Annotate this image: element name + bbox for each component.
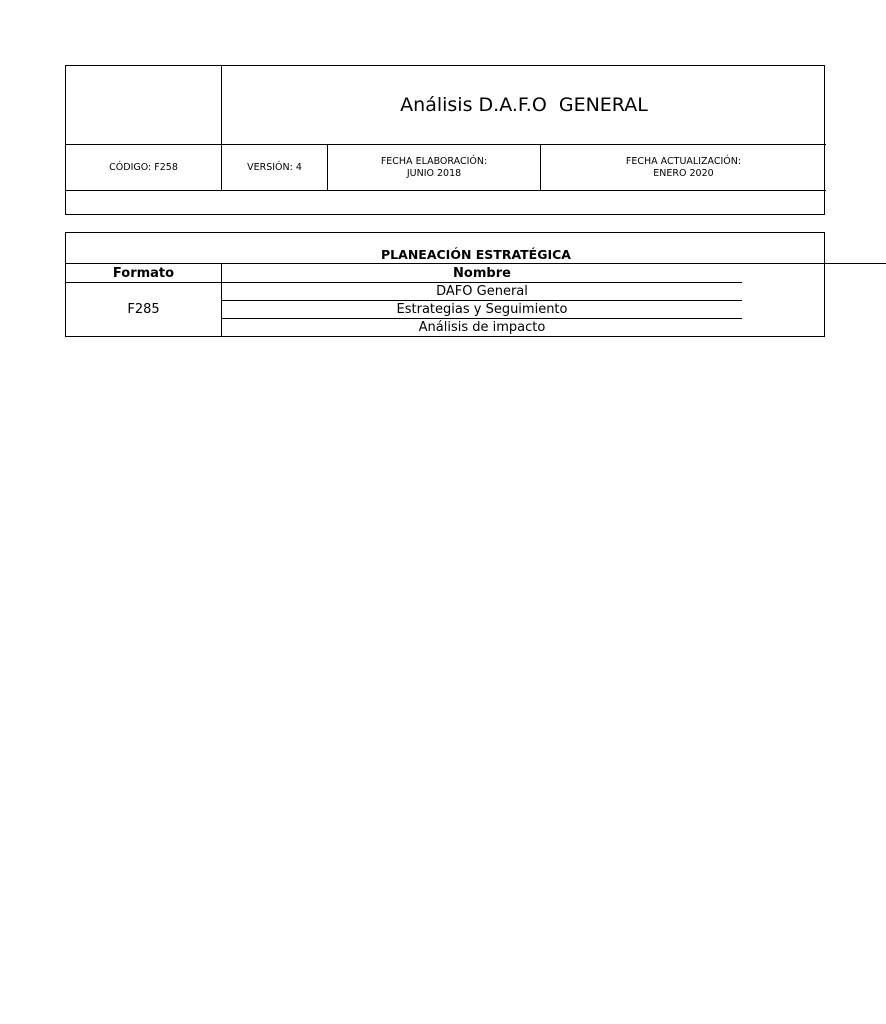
- section-title: PLANEACIÓN ESTRATÉGICA: [66, 233, 886, 264]
- document-title: Análisis D.A.F.O GENERAL: [400, 94, 648, 116]
- update-date-value: ENERO 2020: [653, 167, 714, 179]
- column-header-name: Nombre: [222, 264, 742, 283]
- update-date-label: FECHA ACTUALIZACIÓN:: [625, 155, 742, 167]
- format-table: [65, 232, 825, 337]
- document-header: [65, 65, 825, 215]
- table-row: DAFO General: [222, 283, 742, 301]
- logo-cell: [66, 66, 222, 144]
- update-date-cell: [541, 145, 826, 190]
- version-text: VERSIÓN: 4: [247, 161, 302, 173]
- format-code-cell: F285: [66, 283, 222, 336]
- elaboration-date-cell: [328, 145, 541, 190]
- table-row: Análisis de impacto: [418, 320, 546, 335]
- table-row: Estrategias y Seguimiento: [222, 301, 742, 319]
- blank-row: [66, 191, 826, 214]
- elaboration-date-label: FECHA ELABORACIÓN:: [380, 155, 488, 167]
- column-header-format: Formato: [66, 264, 222, 283]
- metadata-row: [66, 144, 826, 191]
- elaboration-date-value: JUNIO 2018: [406, 167, 462, 179]
- code-text: CÓDIGO: F258: [109, 161, 178, 173]
- version-cell: [222, 145, 328, 190]
- code-cell: [66, 145, 222, 190]
